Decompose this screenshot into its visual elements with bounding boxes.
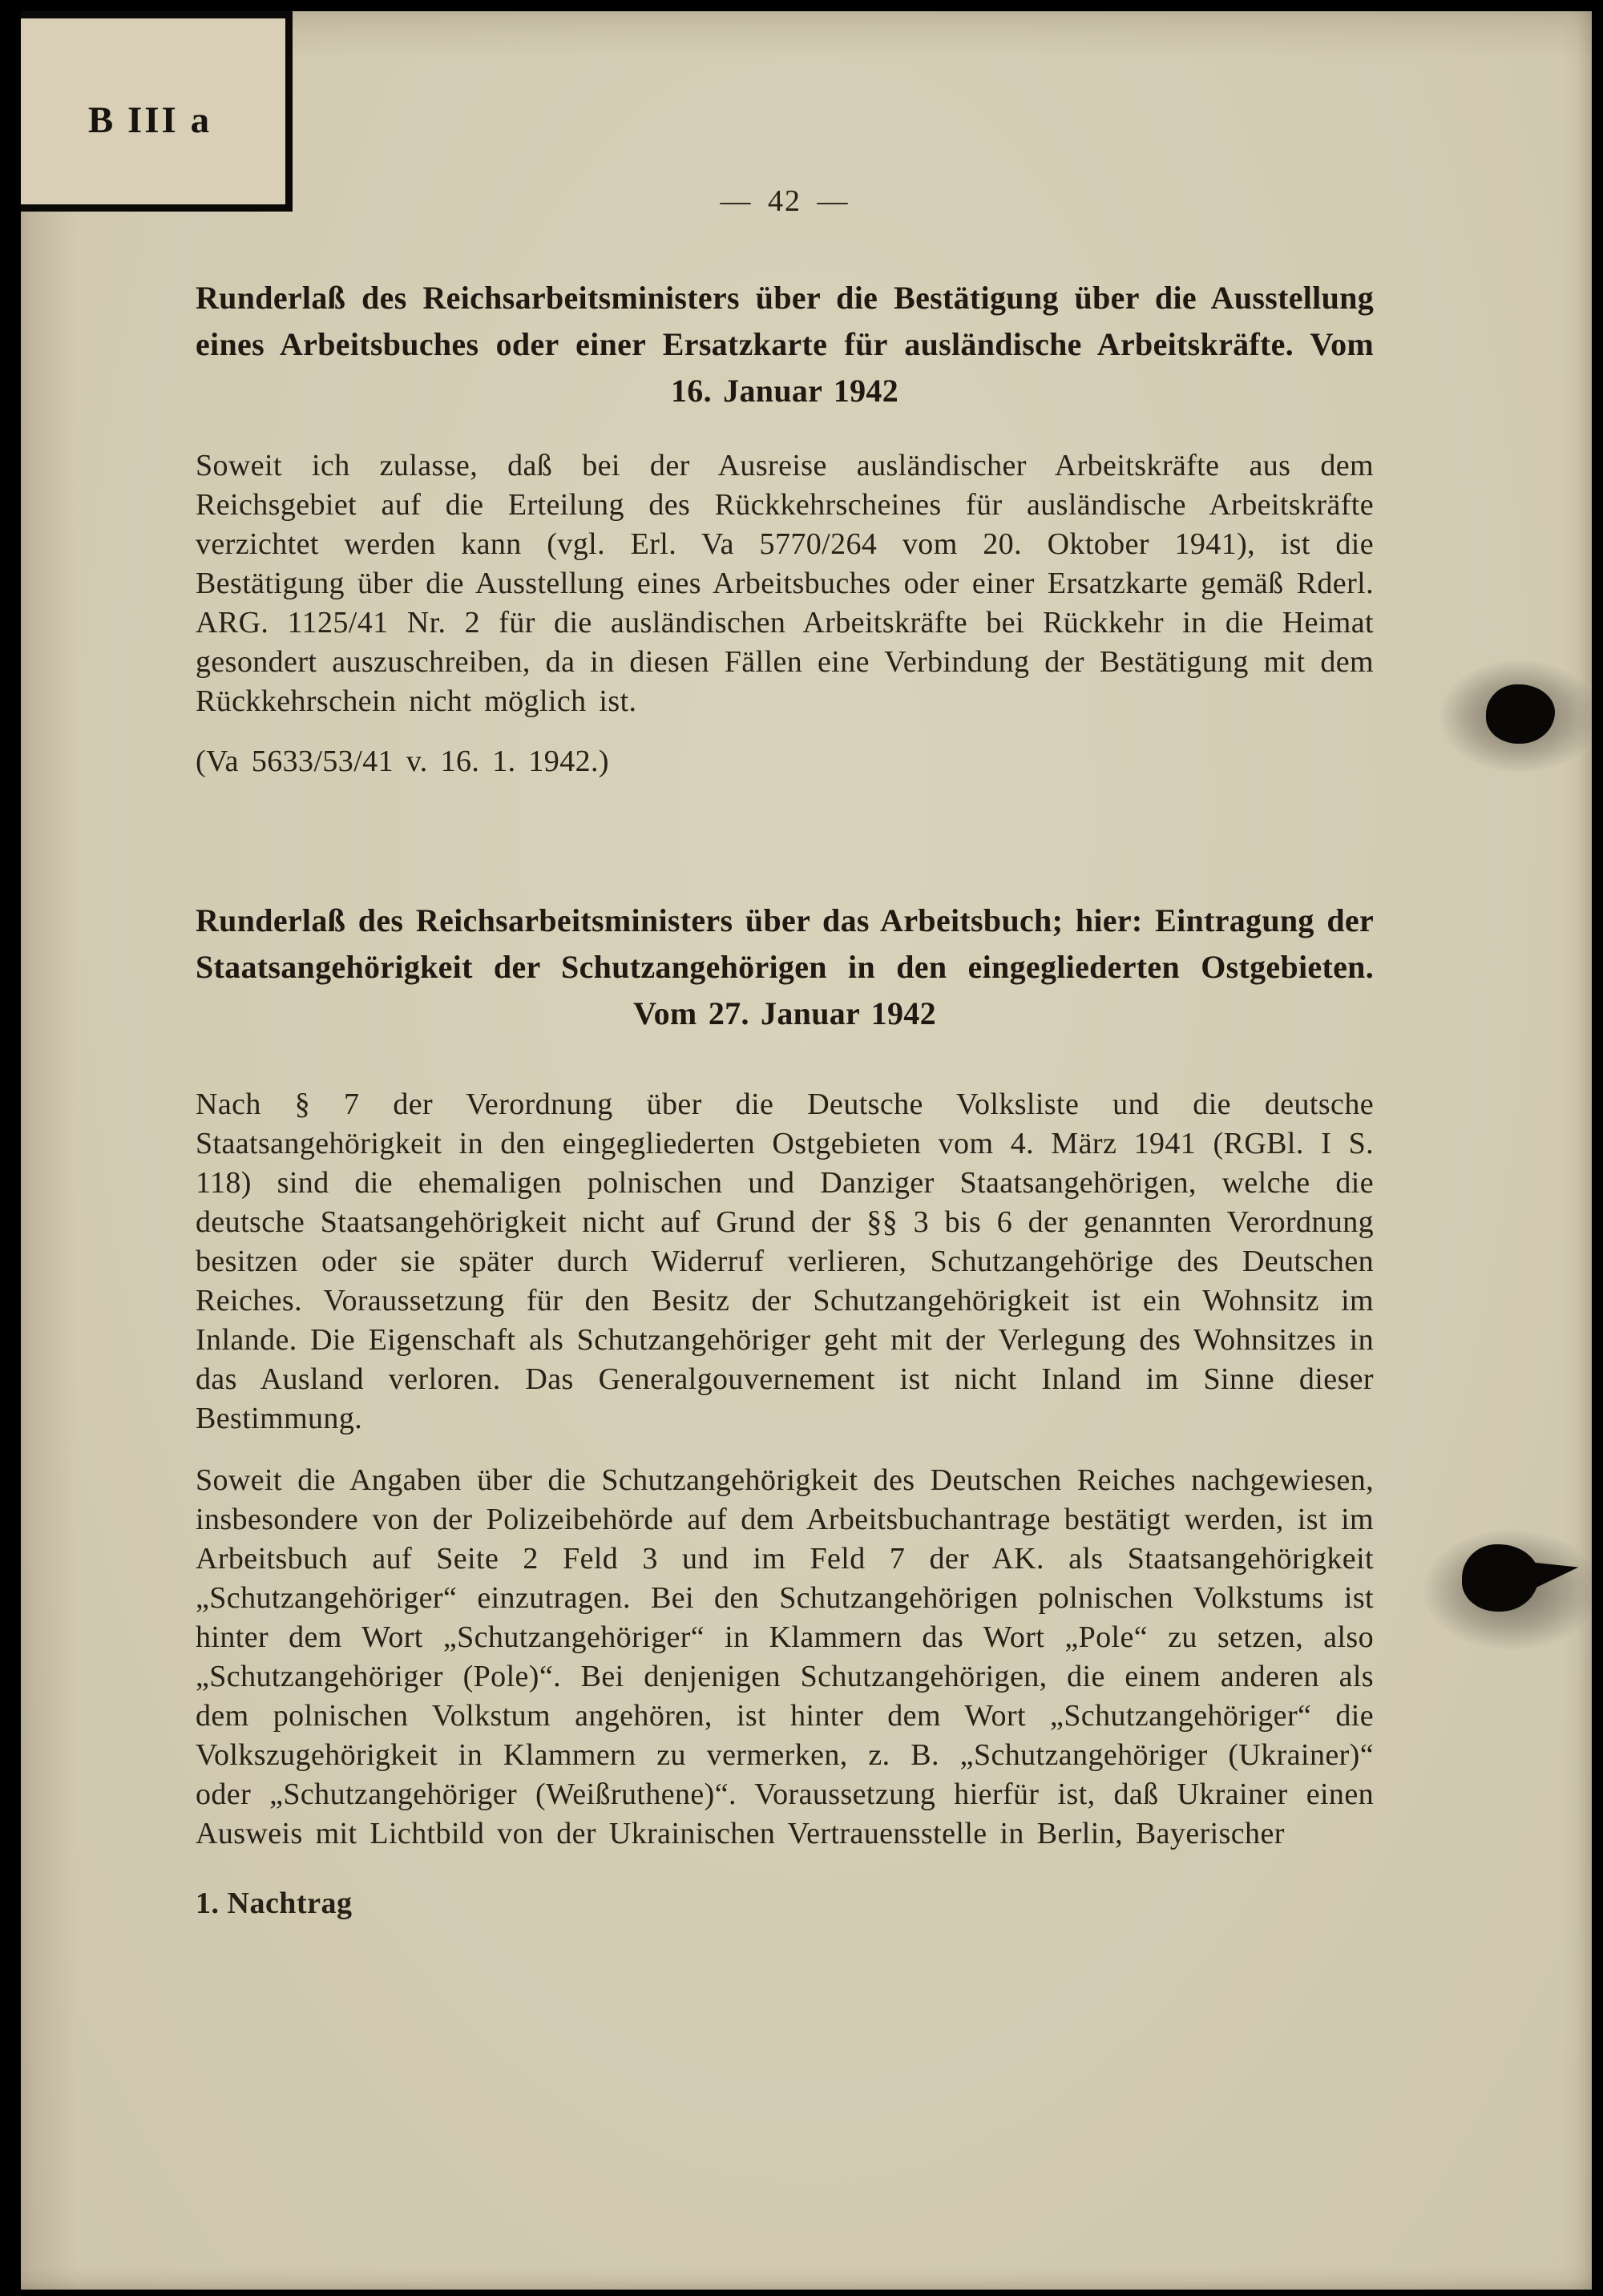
punch-hole-bottom-tear bbox=[1527, 1552, 1581, 1592]
footer-label: 1. Nachtrag bbox=[196, 1886, 353, 1920]
section-2-paragraph-2: Soweit die Angaben über die Schutzangehörigkeit des Deutschen Reiches nachgewiesen, insbesondere von der Polizeibehörde auf dem Arbeitsbuchantrage bestätigt werden, ist im Arbeitsbuch auf Seite 2 Feld 3 und im Feld 7 der AK. als Staatsangehörigkeit „Schutzangehöriger“ einzutragen. Bei den Schutzangehörigen polnischen Volkstums ist hinter dem Wort „Schutzangehöriger“ in Klammern das Wort „Pole“ zu setzen, also „Schutzangehöriger (Pole)“. Bei denjenigen Schutzangehörigen, die einem anderen als dem polnischen Volkstum angehören, ist hinter dem Wort „Schutzangehöriger“ die Volkszugehörigkeit in Klammern zu vermerken, z. B. „Schutzangehöriger (Ukrainer)“ oder „Schutzangehöriger (Weißruthene)“. Voraussetzung hierfür ist, daß Ukrainer einen Ausweis mit Lichtbild von der Ukrainischen Vertrauensstelle in Berlin, Bayerischer bbox=[196, 1463, 1374, 1850]
section-1-reference: (Va 5633/53/41 v. 16. 1. 1942.) bbox=[196, 744, 609, 778]
section-1-paragraph: Soweit ich zulasse, daß bei der Ausreise ausländischer Arbeitskräfte aus dem Reichsgebiet auf die Erteilung des Rückkehrscheines für ausländische Arbeitskräfte verzichtet werden kann (vgl. Erl. Va 5770/264 vom 20. Oktober 1941), ist die Bestätigung über die Ausstellung eines Arbeitsbuches oder einer Ersatzkarte gemäß Rderl. ARG. 1125/41 Nr. 2 für die ausländischen Arbeitskräfte bei Rückkehr in die Heimat gesondert auszuschreiben, da in diesen Fällen eine Verbindung der Bestätigung mit dem Rückkehrschein nicht möglich ist. bbox=[196, 449, 1374, 718]
corner-label: B III a bbox=[87, 99, 212, 141]
punch-hole-bottom-smudge bbox=[1423, 1530, 1592, 1650]
punch-hole-top-core bbox=[1486, 684, 1555, 744]
punch-hole-bottom bbox=[1423, 1530, 1592, 1650]
section-1-heading: Runderlaß des Reichsarbeitsministers über die Bestätigung über die Ausstellung eines Arbeitsbuches oder einer Ersatzkarte für ausländische Arbeitskräfte. Vom 16. Januar 1942 bbox=[196, 280, 1374, 409]
page-number: — 42 — bbox=[720, 184, 850, 218]
text-column bbox=[196, 11, 1374, 1921]
punch-hole-top-smudge bbox=[1439, 660, 1592, 773]
section-2-paragraph-1: Nach § 7 der Verordnung über die Deutsche Volksliste und die deutsche Staatsangehörigkeit in den eingegliederten Ostgebieten vom 4. März 1941 (RGBl. I S. 118) sind die ehemaligen polnischen und Danziger Staatsangehörigen, welche die deutsche Staatsangehörigkeit nicht auf Grund der §§ 3 bis 6 der genannten Verordnung besitzen oder sie später durch Widerruf verlieren, Schutzangehörige des Deutschen Reiches. Voraussetzung für den Besitz der Schutzangehörigkeit ist ein Wohnsitz im Inlande. Die Eigenschaft als Schutzangehöriger geht mit der Verlegung des Wohnsitzes in das Ausland verloren. Das Generalgouvernement ist nicht Inland im Sinne dieser Bestimmung. bbox=[196, 1087, 1374, 1435]
section-2-heading: Runderlaß des Reichsarbeitsministers über das Arbeitsbuch; hier: Eintragung der Staatsangehörigkeit der Schutzangehörigen in den eingegliederten Ostgebieten. Vom 27. Januar 1942 bbox=[196, 902, 1374, 1031]
punch-hole-bottom-core bbox=[1462, 1544, 1539, 1612]
page bbox=[21, 11, 1592, 2290]
punch-hole-top bbox=[1439, 660, 1592, 773]
